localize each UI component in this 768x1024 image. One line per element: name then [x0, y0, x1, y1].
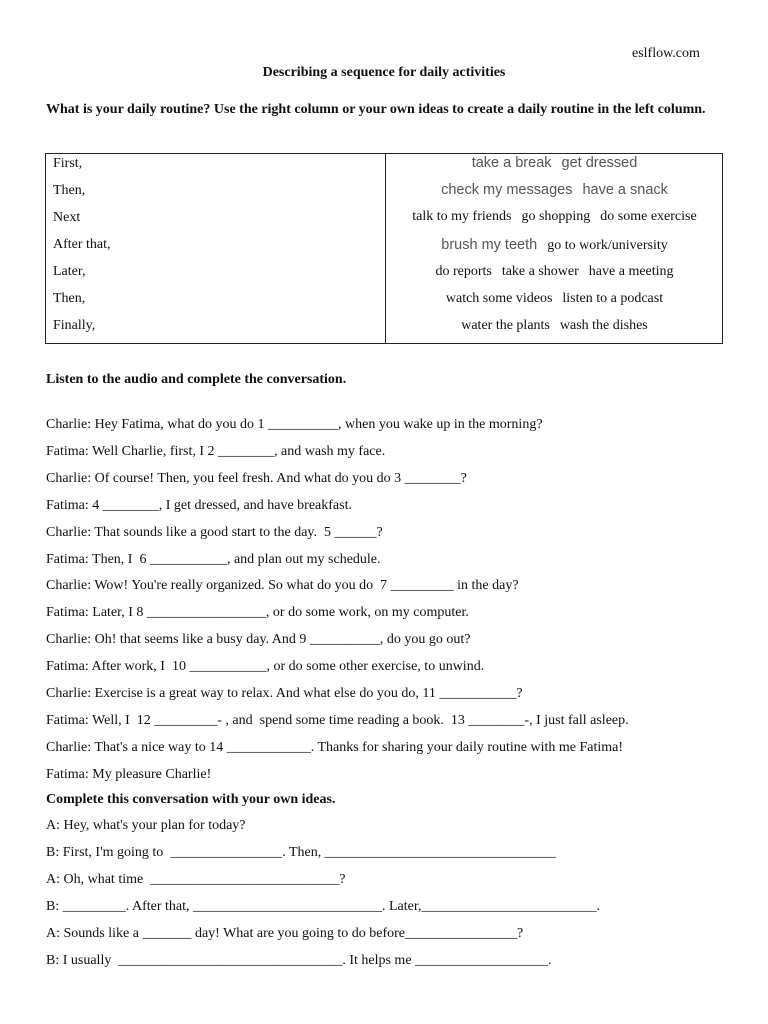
conversation-line: Fatima: Then, I 6 ___________, and plan out my schedule. — [46, 551, 381, 567]
conversation-line: Fatima: Later, I 8 _________________, or do some work, on my computer. — [46, 605, 469, 621]
activity-row — [386, 209, 723, 225]
activity-row — [386, 264, 723, 280]
site-name: eslflow.com — [632, 46, 700, 61]
activity-row — [386, 291, 723, 307]
instructions: What is your daily routine? Use the right column or your own ideas to create a daily routine in the left column. — [46, 102, 706, 117]
activity-item: water the plants — [461, 318, 550, 334]
conversation-line: Charlie: Oh! that seems like a busy day. And 9 __________, do you go out? — [46, 632, 471, 648]
sequence-word: After that, — [53, 237, 111, 252]
own-conversation-line: A: Oh, what time ___________________________? — [46, 872, 346, 887]
routine-table — [45, 153, 723, 344]
activity-item: do some exercise — [600, 209, 697, 225]
activity-item: take a shower — [501, 263, 579, 279]
activity-row — [386, 237, 723, 254]
own-ideas-heading: Complete this conversation with your own ideas. — [46, 792, 336, 807]
activity-item: wash the dishes — [559, 318, 648, 334]
conversation-line: Charlie: Of course! Then, you feel fresh. And what do you do 3 ________? — [46, 470, 467, 486]
activity-item: go to work/university — [547, 237, 668, 253]
own-conversation-line: B: _________. After that, ___________________________. Later,_________________________. — [46, 899, 600, 914]
own-conversation-line: B: First, I'm going to ________________. Then, _________________________________ — [46, 845, 556, 860]
activity-item: do reports — [435, 263, 492, 279]
conversation-line: Charlie: That's a nice way to 14 ____________. Thanks for sharing your daily routine with me Fatima! — [46, 739, 624, 755]
activity-item: check my messages — [441, 182, 573, 199]
own-conversation-line: A: Hey, what's your plan for today? — [46, 818, 246, 833]
activity-item: talk to my friends — [412, 209, 512, 225]
conversation-line: Fatima: Well, I 12 _________- , and spend some time reading a book. 13 ________-, I just fall asleep. — [46, 712, 629, 728]
conversation-line: Fatima: My pleasure Charlie! — [46, 766, 212, 782]
activity-item: listen to a podcast — [562, 291, 664, 306]
sequence-word: Next — [53, 210, 81, 225]
conversation-line: Charlie: Wow! You're really organized. So what do you do 7 _________ in the day? — [46, 578, 519, 594]
activity-item: go shopping — [521, 209, 591, 225]
sequence-word: First, — [53, 156, 83, 171]
conversation-line: Fatima: 4 ________, I get dressed, and have breakfast. — [46, 497, 352, 513]
own-conversation-line: A: Sounds like a _______ day! What are you going to do before________________? — [46, 926, 524, 941]
activity-row — [386, 318, 723, 334]
conversation-line: Fatima: After work, I 10 ___________, or do some other exercise, to unwind. — [46, 659, 485, 675]
sequence-word: Then, — [53, 291, 86, 306]
sequence-word: Then, — [53, 183, 86, 198]
listen-heading: Listen to the audio and complete the conversation. — [46, 372, 347, 387]
activity-item: have a snack — [582, 182, 668, 199]
conversation-line: Charlie: Hey Fatima, what do you do 1 __________, when you wake up in the morning? — [46, 417, 543, 432]
activity-row — [386, 182, 723, 199]
page-title: Describing a sequence for daily activities — [262, 65, 506, 80]
conversation-line: Fatima: Well Charlie, first, I 2 ________, and wash my face. — [46, 443, 386, 459]
sequence-word: Finally, — [53, 318, 96, 333]
conversation-line: Charlie: That sounds like a good start to the day. 5 ______? — [46, 524, 383, 540]
activity-item: get dressed — [561, 155, 638, 171]
conversation-line: Charlie: Exercise is a great way to relax. And what else do you do, 11 ___________? — [46, 686, 523, 701]
sequence-word: Later, — [53, 264, 86, 279]
activity-row — [386, 155, 723, 172]
activity-item: take a break — [471, 155, 552, 171]
activity-item: brush my teeth — [441, 236, 538, 253]
activity-item: have a meeting — [588, 263, 674, 279]
own-conversation-line: B: I usually ________________________________. It helps me ___________________. — [46, 953, 552, 968]
activity-item: watch some videos — [445, 291, 553, 306]
